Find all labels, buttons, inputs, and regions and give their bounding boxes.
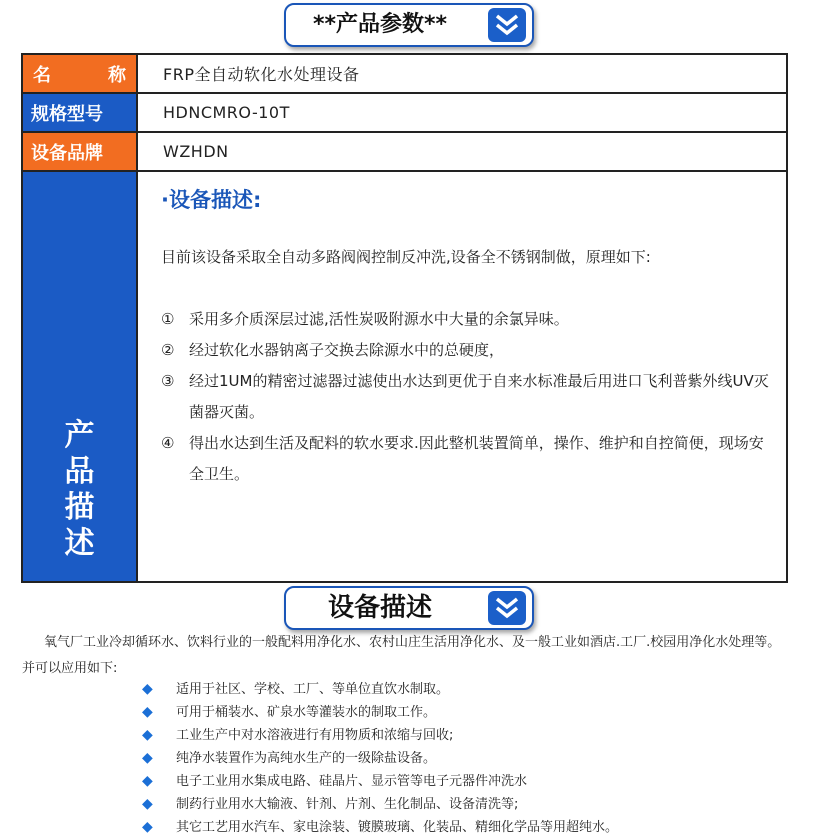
label-product-description [23, 172, 138, 581]
label-model: 规格型号 [23, 94, 138, 131]
vertical-char: 描 [64, 490, 95, 525]
spec-row-model [23, 94, 786, 133]
list-item-text: 工业生产中对水溶液进行有用物质和浓缩与回收; [176, 728, 454, 743]
value-model: HDNCMRO-10T [163, 103, 290, 122]
diamond-bullet-icon: ◆ [142, 750, 153, 766]
value-name: FRP全自动软化水处理设备 [163, 65, 360, 84]
label-name [23, 55, 138, 92]
diamond-bullet-icon: ◆ [142, 796, 153, 812]
diamond-bullet-icon: ◆ [142, 727, 153, 743]
item-text: 经过软化水器钠离子交换去除源水中的总硬度， [189, 341, 505, 359]
list-item-text: 适用于社区、学校、工厂、等单位直饮水制取。 [176, 682, 450, 697]
list-item-text: 纯净水装置作为高纯水生产的一级除盐设备。 [176, 751, 437, 766]
label-brand: 设备品牌 [23, 133, 138, 170]
description-item [161, 335, 771, 366]
spec-row-brand [23, 133, 786, 172]
description-heading: ·设备描述: [161, 188, 262, 212]
item-number: ② [161, 341, 175, 359]
label-name-part1: 名 [33, 64, 51, 86]
item-number: ④ [161, 434, 175, 452]
list-item-text: 制药行业用水大输液、针剂、片剂、生化制品、设备清洗等; [176, 797, 519, 812]
product-params-banner [284, 3, 534, 47]
spec-table [21, 53, 788, 583]
item-text: 经过1UM的精密过滤器过滤使出水达到更优于自来水标准最后用进口飞利普紫外线UV灭菌器灭菌。 [189, 372, 769, 421]
vertical-char: 产 [64, 418, 95, 453]
list-item-text: 其它工艺用水汽车、家电涂装、镀膜玻璃、化装品、精细化学品等用超纯水。 [176, 820, 619, 835]
vertical-char: 述 [64, 526, 95, 561]
item-number: ③ [161, 372, 175, 390]
banner-title: **产品参数** [312, 12, 448, 37]
list-item-text: 可用于桶装水、矿泉水等灌装水的制取工作。 [176, 705, 437, 720]
vertical-char: 品 [64, 454, 95, 489]
value-brand: WZHDN [163, 142, 229, 161]
item-text: 采用多介质深层过滤,活性炭吸附源水中大量的余氯异味。 [189, 310, 569, 328]
spec-row-name [23, 55, 786, 94]
diamond-bullet-icon: ◆ [142, 773, 153, 789]
diamond-bullet-icon: ◆ [142, 819, 153, 835]
diamond-bullet-icon: ◆ [142, 681, 153, 697]
description-item [161, 304, 771, 335]
description-item [161, 366, 771, 428]
label-name-part2: 称 [108, 64, 126, 86]
item-text: 得出水达到生活及配料的软水要求.因此整机装置简单，操作、维护和自控简便，现场安全卫生。 [189, 434, 764, 483]
list-item-text: 电子工业用水集成电路、硅晶片、显示管等电子元器件冲洗水 [176, 774, 528, 789]
double-chevron-down-icon [488, 8, 526, 42]
banner-title: 设备描述 [327, 593, 432, 623]
usage-intro: 氧气厂工业冷却循环水、饮料行业的一般配料用净化水、农村山庄生活用净化水、及一般工业如酒店.工厂.校园用净化水处理等。并可以应用如下: [22, 635, 781, 676]
equipment-description-banner [284, 586, 534, 630]
double-chevron-down-icon [488, 591, 526, 625]
item-number: ① [161, 310, 175, 328]
description-paragraph: 目前该设备采取全自动多路阀阀控制反冲洗,设备全不锈钢制做，原理如下: [161, 248, 651, 266]
description-item [161, 428, 771, 490]
diamond-bullet-icon: ◆ [142, 704, 153, 720]
vertical-label [23, 418, 136, 562]
